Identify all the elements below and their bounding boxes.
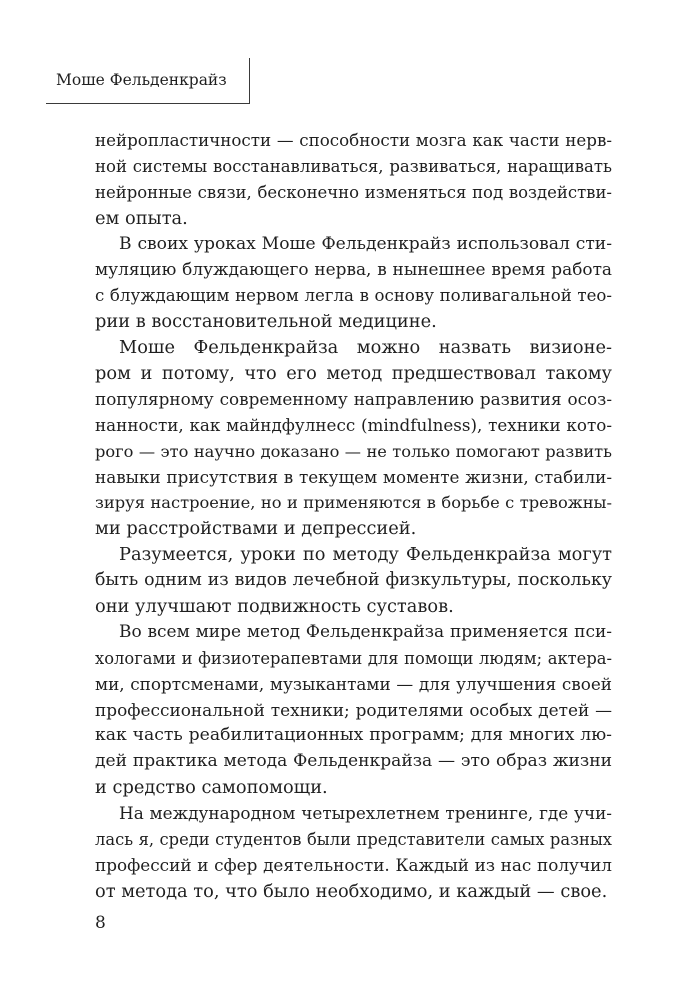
paragraph-line: В своих уроках Моше Фельденкрайз использовал сти-: [119, 233, 612, 254]
paragraph-line: зируя настроение, но и применяются в борьбе с тревожны-: [95, 493, 612, 513]
paragraph-line: На международном четырехлетнем тренинге, где учи-: [119, 803, 612, 824]
paragraph-line: муляцию блуждающего нерва, в нынешнее время работа: [95, 259, 612, 280]
paragraph-line: популярному современному направлению развития осоз-: [95, 388, 612, 409]
paragraph-line: и средство самопомощи.: [95, 777, 328, 799]
running-head-box: [46, 58, 250, 104]
page-number: 8: [95, 913, 106, 933]
paragraph-line: нейронные связи, бесконечно изменяться под воздействи-: [95, 182, 612, 202]
paragraph-line: рого — это научно доказано — не только помогают развить: [95, 441, 612, 461]
body-text: [95, 128, 612, 905]
paragraph-line: ми расстройствами и депрессией.: [95, 518, 417, 540]
paragraph-line: с блуждающим нервом легла в основу поливагальной тео-: [95, 286, 612, 306]
paragraph-line: лась я, среди студентов были представители самых разных: [95, 830, 612, 850]
paragraph-line: дей практика метода Фельденкрайза — это образ жизни: [95, 751, 612, 772]
paragraph-line: от метода то, что было необходимо, и каждый — свое.: [95, 880, 608, 902]
paragraph-line: профессий и сфер деятельности. Каждый из нас получил: [95, 854, 612, 875]
paragraph-line: нанности, как майндфулнесс (mindfulness), техники кото-: [95, 414, 612, 435]
paragraph-line: профессиональной техники; родителями особых детей —: [95, 699, 612, 720]
paragraph-line: ром и потому, что его метод предшествовал такому: [95, 363, 612, 385]
paragraph-line: Во всем мире метод Фельденкрайза применяется пси-: [119, 621, 612, 642]
paragraph-line: Разумеется, уроки по методу Фельденкрайза могут: [119, 544, 612, 566]
paragraph-line: ем опыта.: [95, 207, 188, 229]
paragraph-line: рии в восстановительной медицине.: [95, 311, 437, 333]
paragraph-line: как часть реабилитационных программ; для многих лю-: [95, 725, 612, 746]
paragraph-line: нейропластичности — способности мозга как части нерв-: [95, 130, 612, 150]
paragraph-line: быть одним из видов лечебной физкультуры, поскольку: [95, 570, 612, 591]
paragraph-line: хологами и физиотерапевтами для помощи людям; актера-: [95, 648, 612, 668]
running-head: Моше Фельденкрайз: [56, 71, 227, 89]
paragraph-line: ной системы восстанавливаться, развиваться, наращивать: [95, 156, 612, 176]
paragraph-line: Моше Фельденкрайза можно назвать визионе-: [119, 337, 612, 359]
paragraph-line: они улучшают подвижность суставов.: [95, 596, 454, 618]
paragraph-line: ми, спортсменами, музыкантами — для улучшения своей: [95, 673, 612, 694]
paragraph-line: навыки присутствия в текущем моменте жизни, стабили-: [95, 466, 612, 487]
